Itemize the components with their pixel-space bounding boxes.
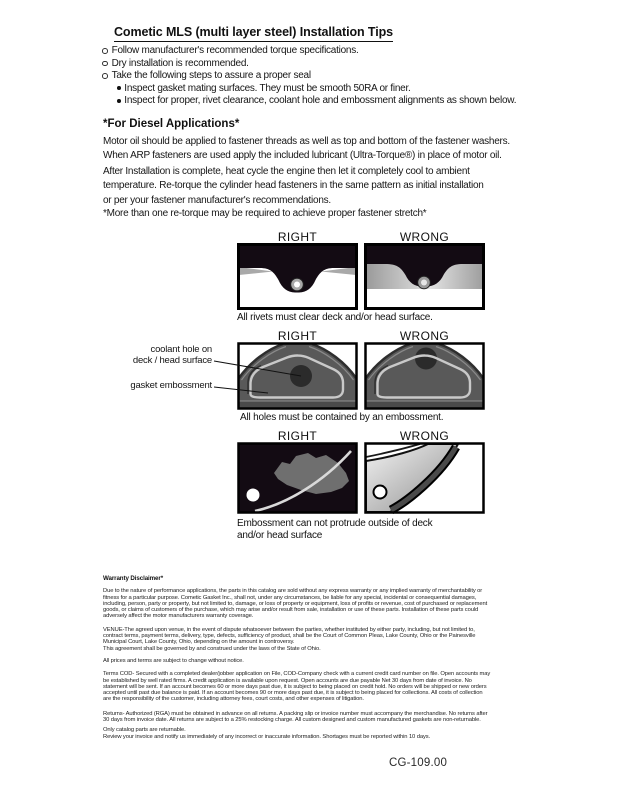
sub-list-item [117, 95, 516, 108]
row3-wrong-diagram [364, 442, 485, 514]
returnable-line: Only catalog parts are returnable. [103, 727, 186, 734]
row3-wrong-label: WRONG [399, 429, 450, 443]
list-item-text: Inspect for proper, rivet clearance, coolant hole and embossment alignments as shown below. [124, 95, 517, 107]
bullet-dot-icon [117, 99, 121, 103]
warranty-disclaimer [103, 576, 521, 740]
text-line: Terms COD- Secured with a completed dealer/jobber application on File, COD-Company check with a current credit card number on file. Open accounts may [103, 671, 491, 678]
warranty-paragraph [103, 588, 521, 619]
list-item [102, 45, 516, 58]
text-line: When ARP fasteners are used apply the included lubricant (Ultra-Torque®) in place of motor oil. [103, 150, 502, 162]
prices-line: All prices and terms are subject to change without notice. [103, 657, 244, 664]
row1-right-label: RIGHT [277, 230, 318, 244]
text-line: VENUE-The agreed upon venue, in the event of dispute whatsoever between the parties, whether instituted by either party, including, but not limited to, [103, 626, 475, 633]
review-line: Review your invoice and notify us immediately of any incorrect or inaccurate information. Shortages must be reported within 10 days. [103, 733, 431, 740]
page-title: Cometic MLS (multi layer steel) Installation Tips [114, 25, 393, 42]
row3-right-label: RIGHT [277, 429, 318, 443]
text-line: Returns- Authorized (RGA) must be obtained in advance on all returns. A packing slip or invoice number must accompany the merchandise. No returns after [103, 710, 488, 717]
row2-wrong-label: WRONG [399, 329, 450, 343]
text-line: Municipal Court, Lake County, Ohio, depending on the amount in controversy. [103, 639, 295, 646]
text-line: After Installation is complete, heat cycle the engine then let it completely cool to ambient [103, 166, 470, 177]
terms-paragraph [103, 671, 521, 702]
list-item-text: Dry installation is recommended. [111, 57, 249, 69]
row1-caption: All rivets must clear deck and/or head surface. [237, 312, 433, 323]
page-number: CG-109.00 [389, 757, 448, 769]
installation-tips-list [102, 45, 516, 108]
text-line: are the responsibility of the customer, including attorney fees, court costs, and other expenses of litigation. [103, 696, 364, 703]
text-line: contract terms, payment terms, delivery, type, defects, sufficiency of product, shall be the Court of Common Pleas, Lake County, Ohio or the Painesville [103, 633, 476, 640]
list-item-text: Inspect gasket mating surfaces. They must be smooth 50RA or finer. [124, 82, 411, 94]
text-line: Motor oil should be applied to fastener threads as well as top and bottom of the fastener washers. [103, 136, 510, 147]
row2-right-diagram [237, 342, 358, 410]
text-line: be established by well rated firms. A credit application is available upon request. Open accounts are due payable Net 30 days from date of invoice. No [103, 677, 472, 684]
text-line: including, person, party or property, but not limited to, damage, or loss of property or equipment, loss of profits or revenue, cost of purchased or replacement [103, 600, 488, 607]
retorque-note: *More than one re-torque may be required to achieve proper fastener stretch* [103, 208, 427, 219]
text-line: or per your fastener manufacturer's recommendations. [103, 194, 331, 206]
diesel-applications-heading: *For Diesel Applications* [103, 118, 240, 130]
text-line: goods, or claims of customers of the purchase, which may arise and/or result from sale, installation or use of these parts. Installation of these parts could [103, 607, 479, 614]
text-line: temperature. Re-torque the cylinder head fasteners in the same pattern as initial installation [103, 180, 484, 192]
gasket-embossment-label: gasket embossment [130, 380, 212, 391]
bullet-circle-icon [102, 48, 108, 54]
venue-paragraph [103, 627, 521, 646]
returns-paragraph [103, 711, 521, 724]
text-line: Embossment can not protrude outside of deck [237, 518, 433, 529]
row1-right-diagram [237, 243, 358, 310]
bullet-dot-icon [117, 86, 121, 90]
text-line: 30 days from invoice date. All returns are subject to a 25% restocking charge. All custom designed and custom manufactured gaskets are non-returnable. [103, 717, 481, 724]
row1-wrong-label: WRONG [399, 230, 450, 244]
sub-list-item [117, 83, 516, 96]
text-line: accepted until past due balance is paid. If an account becomes 90 or more days past due, it is subject to being placed for collections. All costs of collection [103, 690, 483, 697]
row2-wrong-diagram [364, 342, 485, 410]
agreement-line: This agreement shall be governed by and construed under the laws of the State of Ohio. [103, 645, 321, 652]
bullet-circle-icon [102, 73, 108, 79]
row3-caption [237, 518, 432, 541]
diesel-paragraph-1 [103, 135, 510, 164]
diesel-paragraph-2 [103, 165, 484, 208]
list-item [102, 70, 516, 83]
text-line: statement will be sent. If an account becomes 60 or more days past due, it is subject to being placed on credit hold. No orders will be shipped or new orders [103, 683, 487, 690]
row2-caption: All holes must be contained by an embossment. [240, 412, 444, 423]
coolant-hole-label-line1: coolant hole on [150, 344, 212, 355]
bullet-circle-icon [102, 61, 108, 67]
row2-right-label: RIGHT [277, 329, 318, 343]
coolant-hole-label-line2: deck / head surface [132, 355, 212, 366]
coolant-hole-label [133, 344, 212, 366]
text-line: adversely affect the motor manufacturers warranty coverage. [103, 613, 254, 620]
row1-wrong-diagram [364, 243, 485, 310]
text-line: Due to the nature of performance applications, the parts in this catalog are sold without any express warranty or any implied warranty of merchantability or [103, 588, 483, 595]
warranty-disclaimer-heading: Warranty Disclaimer* [103, 575, 164, 582]
text-line: and/or head surface [237, 529, 323, 541]
text-line: fitness for a particular purpose. Cometic Gasket Inc., shall not, under any circumstances, be liable for any special, incidental or consequential damages, [103, 594, 477, 601]
list-item-text: Follow manufacturer's recommended torque specifications. [111, 45, 359, 56]
list-item [102, 58, 516, 71]
row3-right-diagram [237, 442, 358, 514]
list-item-text: Take the following steps to assure a proper seal [111, 70, 311, 82]
